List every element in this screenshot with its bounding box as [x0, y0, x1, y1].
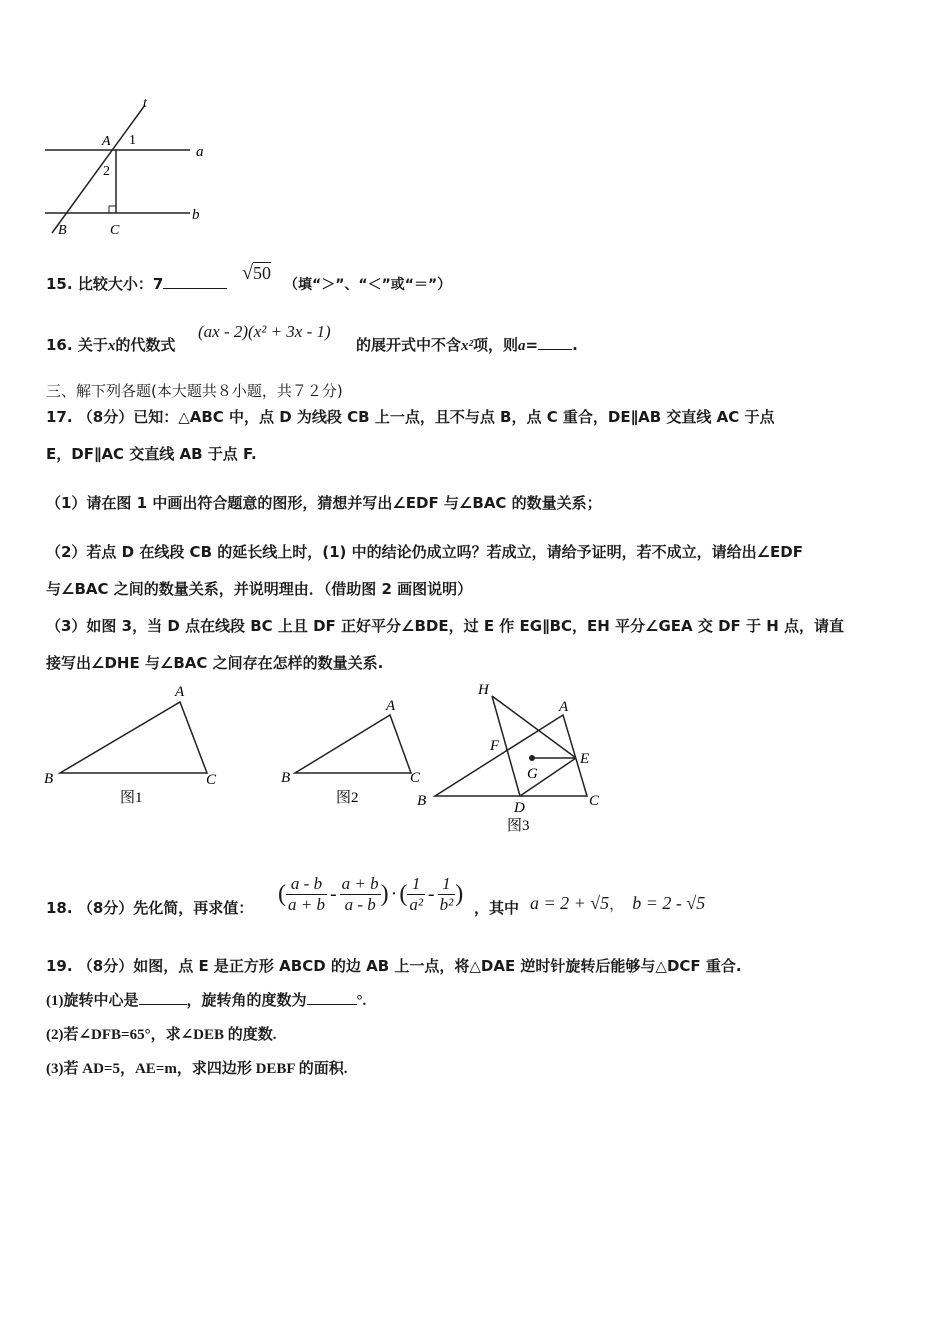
q16-expr1: (ax - 2) [198, 322, 249, 341]
q18-close-paren2: ) [455, 880, 464, 907]
q18-where: ，其中 [474, 899, 520, 917]
q18-minus2: - [427, 882, 435, 905]
q18-close-paren: ) [380, 880, 389, 907]
label-A: A [102, 134, 111, 149]
q16-expr2: (x² + 3x - 1) [248, 322, 331, 341]
q17-line2: E，DF∥AC 交直线 AB 于点 F. [46, 445, 257, 463]
question-18 [46, 897, 253, 918]
point-G [529, 755, 535, 761]
q18-b-value: b = 2 - √5 [632, 893, 706, 913]
q19-center-blank[interactable] [139, 990, 187, 1005]
fig1-caption: 图1 [120, 790, 143, 806]
question-15 [46, 273, 227, 294]
fig1-label-B: B [44, 771, 54, 787]
triangle-abc-fig3 [435, 715, 590, 796]
label-a: a [196, 144, 204, 160]
q16-answer-blank[interactable] [538, 335, 572, 350]
q16-expression [198, 322, 331, 342]
fig3-label-A: A [559, 699, 569, 715]
q19-p1b: ，旋转角的度数为 [186, 993, 307, 1009]
label-b: b [192, 207, 200, 223]
parallel-lines-figure [40, 95, 220, 245]
q17-part3a: （3）如图 3，当 D 点在线段 BC 上且 DF 正好平分∠BDE，过 E 作 EG∥BC，EH 平分∠GEA 交 DF 于 H 点，请直 [46, 617, 845, 635]
q18-frac2: $\frac{a + b}{a - b}$ [341, 873, 379, 914]
fig3-label-B: B [417, 793, 427, 809]
fig3-caption: 图3 [507, 818, 530, 834]
q15-number: 15. [46, 275, 73, 293]
q18-frac3: $\frac{1}{\text{a²}}$ [409, 873, 423, 914]
fig3-label-H: H [478, 682, 489, 698]
label-1: 1 [129, 133, 136, 148]
q19-angle-blank[interactable] [307, 990, 357, 1005]
q18-expression [278, 870, 463, 918]
fig1-label-A: A [175, 684, 185, 700]
q18-open-paren: ( [278, 880, 286, 907]
q16-suffix: 的展开式中不含 [356, 336, 462, 354]
q16-eq: = [525, 336, 539, 354]
q16-mid: 的代数式 [115, 336, 176, 354]
q18-frac4: $\frac{1}{\text{b²}}$ [439, 873, 454, 914]
q16-term: x² [461, 338, 474, 354]
q16-tail [356, 334, 578, 355]
q15-text: 比较大小：7 [77, 275, 164, 293]
line-t [52, 105, 145, 233]
q18-text: （8分）先化简，再求值： [77, 899, 254, 917]
q15-radicand: 50 [252, 263, 271, 283]
section-3-title: 三、解下列各题(本大题共８小题，共７２分) [46, 382, 343, 400]
q19-part3: (3)若 AD=5，AE=m，求四边形 DEBF 的面积. [46, 1061, 348, 1077]
q18-frac1: $\frac{a - b}{a + b}$ [288, 873, 325, 914]
label-2: 2 [103, 164, 110, 179]
fig1-label-C: C [206, 772, 217, 788]
fig2-label-A: A [386, 698, 396, 714]
q17-part2a: （2）若点 D 在线段 CB 的延长线上时，(1) 中的结论仍成立吗？若成立，请给予证明，若不成立，请给出∠EDF [46, 543, 803, 561]
q18-dot: · [390, 882, 398, 905]
q18-number: 18. [46, 899, 73, 917]
q18-comma: ， [609, 895, 625, 913]
fig2-label-C: C [410, 770, 421, 786]
right-angle-mark [109, 206, 116, 213]
q16-var: x [107, 338, 116, 354]
question-16 [46, 334, 175, 355]
q17-part2b: 与∠BAC 之间的数量关系，并说明理由．（借助图 2 画图说明） [46, 580, 473, 598]
triangle-abc-fig2 [295, 715, 411, 773]
figure-3 [410, 678, 610, 838]
q19-stem: 19. （8分）如图，点 E 是正方形 ABCD 的边 AB 上一点，将△DAE 逆时针旋转后能够与△DCF 重合. [46, 957, 742, 975]
fig3-label-C: C [589, 793, 600, 809]
fig2-label-B: B [281, 770, 291, 786]
q15-answer-blank[interactable] [163, 274, 227, 289]
q16-end: . [572, 336, 578, 354]
fig3-label-F: F [490, 738, 500, 754]
fig3-label-G: G [527, 766, 538, 782]
q15-sqrt: √50 [242, 262, 271, 284]
q17-part3b: 接写出∠DHE 与∠BAC 之间存在怎样的数量关系. [46, 654, 384, 672]
label-B: B [58, 223, 67, 238]
q18-a-value: a = 2 + √5 [530, 893, 610, 913]
q16-suffix2: 项，则 [473, 336, 519, 354]
q16-a: a [518, 338, 526, 354]
triangle-abc-fig1 [60, 702, 207, 773]
q19-p1c: °. [356, 993, 367, 1009]
label-C: C [110, 223, 120, 238]
q15-hint: （填“＞”、“＜”或“＝”） [284, 277, 452, 293]
q18-minus1: - [329, 882, 337, 905]
q17-part1: （1）请在图 1 中画出符合题意的图形，猜想并写出∠EDF 与∠BAC 的数量关系； [46, 494, 602, 512]
q19-p1a: (1)旋转中心是 [46, 993, 139, 1009]
q19-part2: (2)若∠DFB=65°，求∠DEB 的度数. [46, 1027, 277, 1043]
q18-values [530, 893, 705, 914]
q18-open-paren2: ( [399, 880, 408, 907]
label-t: t [143, 96, 147, 111]
figure-1 [40, 680, 230, 810]
fig3-label-E: E [580, 751, 590, 767]
q16-number: 16. [46, 336, 73, 354]
fig2-caption: 图2 [336, 790, 359, 806]
q17-line1: 17. （8分）已知：△ABC 中，点 D 为线段 CB 上一点，且不与点 B，点 C 重合，DE∥AB 交直线 AC 于点 [46, 408, 775, 426]
q19-part1 [46, 989, 366, 1010]
q16-prefix: 关于 [77, 336, 108, 354]
fig3-label-D: D [514, 800, 525, 816]
